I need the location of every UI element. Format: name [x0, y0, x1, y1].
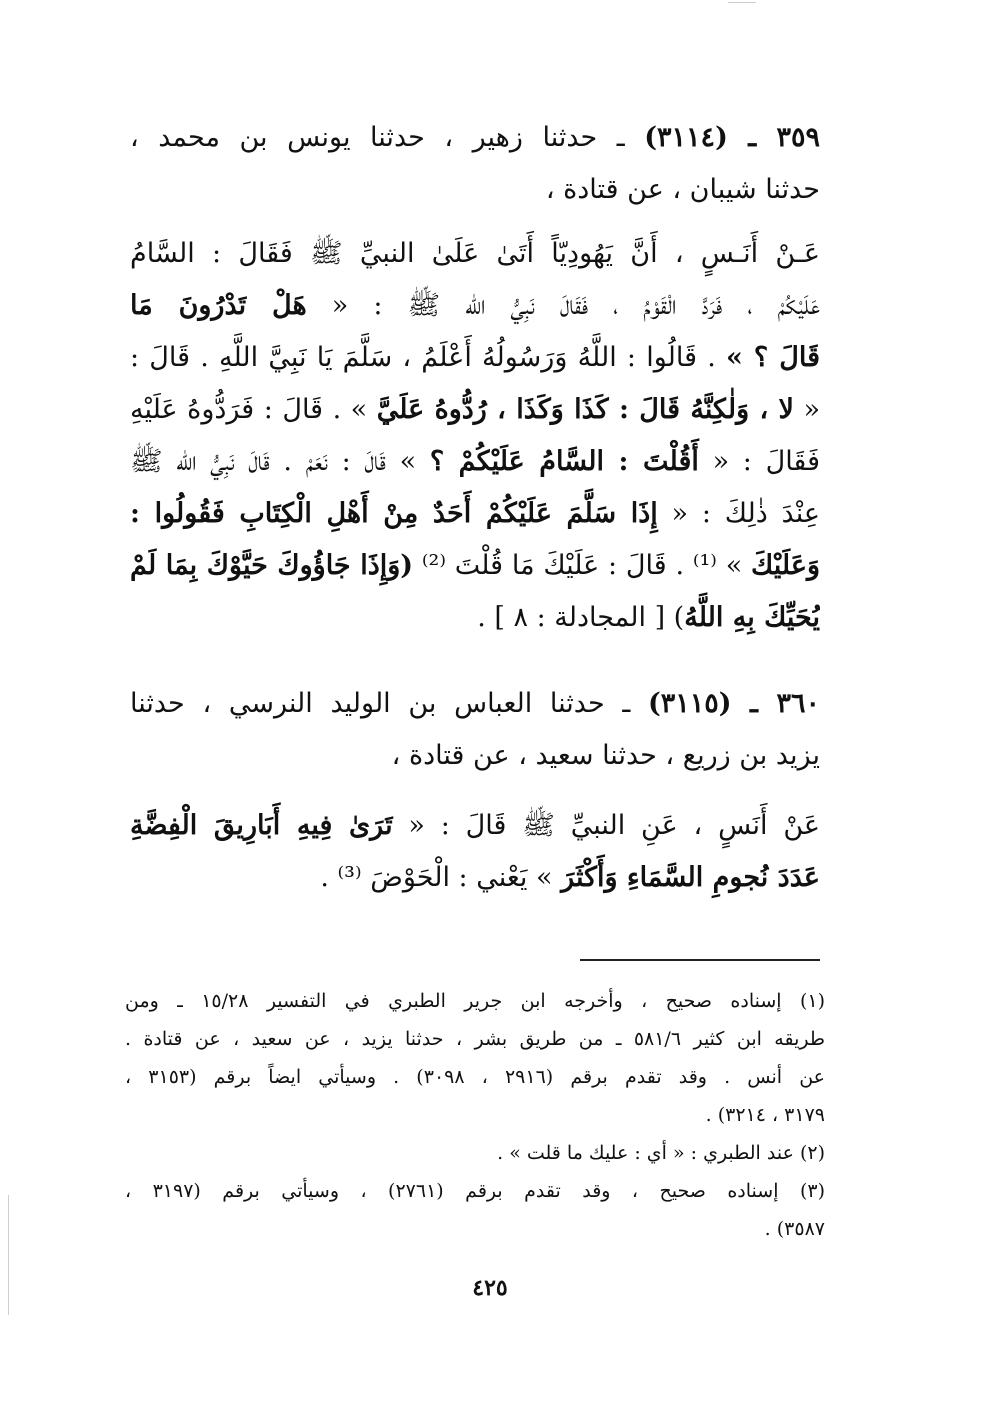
matn-line	[130, 280, 820, 332]
footnote-line: طريقه ابن كثير ٥٨١/٦ ـ من طريق بشر ، حدثنا يزيد ، عن سعيد ، عن قتادة .	[125, 1028, 825, 1050]
prophetic-speech: تَرَىٰ فِيهِ أَبَارِيقَ الْفِضَّةِ	[130, 810, 393, 841]
matn-text: عِنْدَ ذٰلِكَ : «	[657, 498, 820, 529]
footnote-line: ٣١٧٩ ، ٣٢١٤) .	[705, 1104, 825, 1126]
quran-verse: (وَإِذَا جَاؤُوكَ حَيَّوْكَ بِمَا لَمْ	[130, 550, 414, 581]
isnad-text: ـ حدثنا زهير ، حدثنا يونس بن محمد ،	[130, 122, 645, 153]
isnad-text: ـ حدثنا العباس بن الوليد النرسي ، حدثنا	[130, 688, 648, 719]
prophetic-speech: إِذَا سَلَّمَ عَلَيْكُمْ أَحَدٌ مِنْ أَهْلِ الْكِتَابِ فَقُولُوا :	[130, 498, 658, 529]
matn-text: . قَالُوا : اللَّهُ وَرَسُولُهُ أَعْلَمُ ، سَلَّمَ يَا نَبِيَّ اللَّهِ . قَالَ :	[130, 342, 726, 373]
matn-line	[130, 488, 820, 540]
matn-text: عَنْ أَنَسٍ ، عَنِ النبيِّ ﷺ قَالَ : «	[392, 810, 820, 841]
prophetic-speech: أَقُلْتَ : السَّامُ عَلَيْكُمْ ؟	[429, 446, 699, 477]
prophetic-speech: وَعَلَيْكَ	[751, 550, 820, 581]
matn-text: عَلَيْكُمْ ، فَرَدَّ الْقَوْمُ ، فَقَالَ نَبِيُّ الله ﷺ : «	[306, 290, 820, 321]
page-number: ٤٢٥	[472, 1275, 508, 1301]
matn-line	[130, 592, 820, 644]
quran-verse: يُحَيِّكَ بِهِ اللَّهُ	[684, 602, 820, 633]
matn-text: » قَالَ : نَعَمْ . قَالَ نَبِيُّ الله ﷺ	[130, 446, 430, 477]
footnote-line: ٣٥٨٧) .	[764, 1218, 825, 1240]
matn-text: عَـنْ أَنَـسٍ ، أَنَّ يَهُودِيّاً أَتَىٰ عَلَىٰ النبيِّ ﷺ فَقَالَ : السَّامُ	[130, 238, 820, 269]
matn-text: » . قَالَ : فَرَدُّوهُ عَلَيْهِ	[130, 394, 377, 425]
hadith-number: ٣٥٩ ـ (٣١١٤)	[644, 122, 820, 153]
verse-reference: ) [ المجادلة : ٨ ] .	[477, 602, 685, 633]
hadith-number: ٣٦٠ ـ (٣١١٥)	[647, 688, 820, 719]
prophetic-speech: عَدَدَ نُجومِ السَّمَاءِ وَأَكْثَرَ	[561, 862, 820, 893]
isnad-text: حدثنا شيبان ، عن قتادة ،	[545, 174, 820, 205]
matn-text: فَقَالَ : «	[698, 446, 820, 477]
isnad-text: يزيد بن زريع ، حدثنا سعيد ، عن قتادة ،	[391, 740, 820, 771]
prophetic-speech: قَالَ ؟ »	[726, 342, 820, 373]
matn-line	[130, 852, 820, 904]
matn-line	[130, 800, 820, 852]
prophetic-speech: هَلْ تَدْرُونَ مَا	[130, 290, 307, 321]
prophetic-speech: لا ، وَلٰكِنَّهُ قَالَ : كَذَا وَكَذَا ، رُدُّوهُ عَلَيَّ	[376, 394, 794, 425]
isnad-line	[130, 730, 820, 782]
matn-text: » ⁽¹⁾ . قَالَ : عَلَيْكَ مَا قُلْتَ ⁽²⁾	[413, 550, 751, 581]
hadith-360-matn	[130, 800, 820, 904]
hadith-360-isnad	[130, 678, 820, 782]
hadith-359-isnad	[130, 112, 820, 216]
matn-text: » يَعْني : الْحَوْضَ ⁽³⁾ .	[320, 862, 562, 893]
matn-line	[130, 332, 820, 384]
isnad-line	[130, 112, 820, 164]
matn-line	[130, 384, 820, 436]
footnote-line: (٣) إسناده صحيح ، وقد تقدم برقم (٢٧٦١) ، وسيأتي برقم (٣١٩٧ ،	[125, 1180, 825, 1202]
matn-line	[130, 540, 820, 592]
matn-line	[130, 228, 820, 280]
matn-text: «	[793, 394, 820, 425]
hadith-359-matn	[130, 228, 820, 644]
isnad-line	[130, 678, 820, 730]
footnote-line: (٢) عند الطبري : « أي : عليك ما قلت » .	[497, 1142, 825, 1164]
footnotes	[125, 982, 825, 1248]
footnote-line: (١) إسناده صحيح ، وأخرجه ابن جرير الطبري في التفسير ١٥/٢٨ ـ ومن	[125, 990, 825, 1012]
scan-top-mark	[728, 2, 756, 3]
footnote-separator	[580, 959, 820, 961]
scan-margin-mark	[8, 1195, 9, 1315]
matn-line	[130, 436, 820, 488]
isnad-line	[130, 164, 820, 216]
footnote-line: عن أنس . وقد تقدم برقم (٢٩١٦ ، ٣٠٩٨) . وسيأتي ايضاً برقم (٣١٥٣ ،	[125, 1066, 825, 1088]
